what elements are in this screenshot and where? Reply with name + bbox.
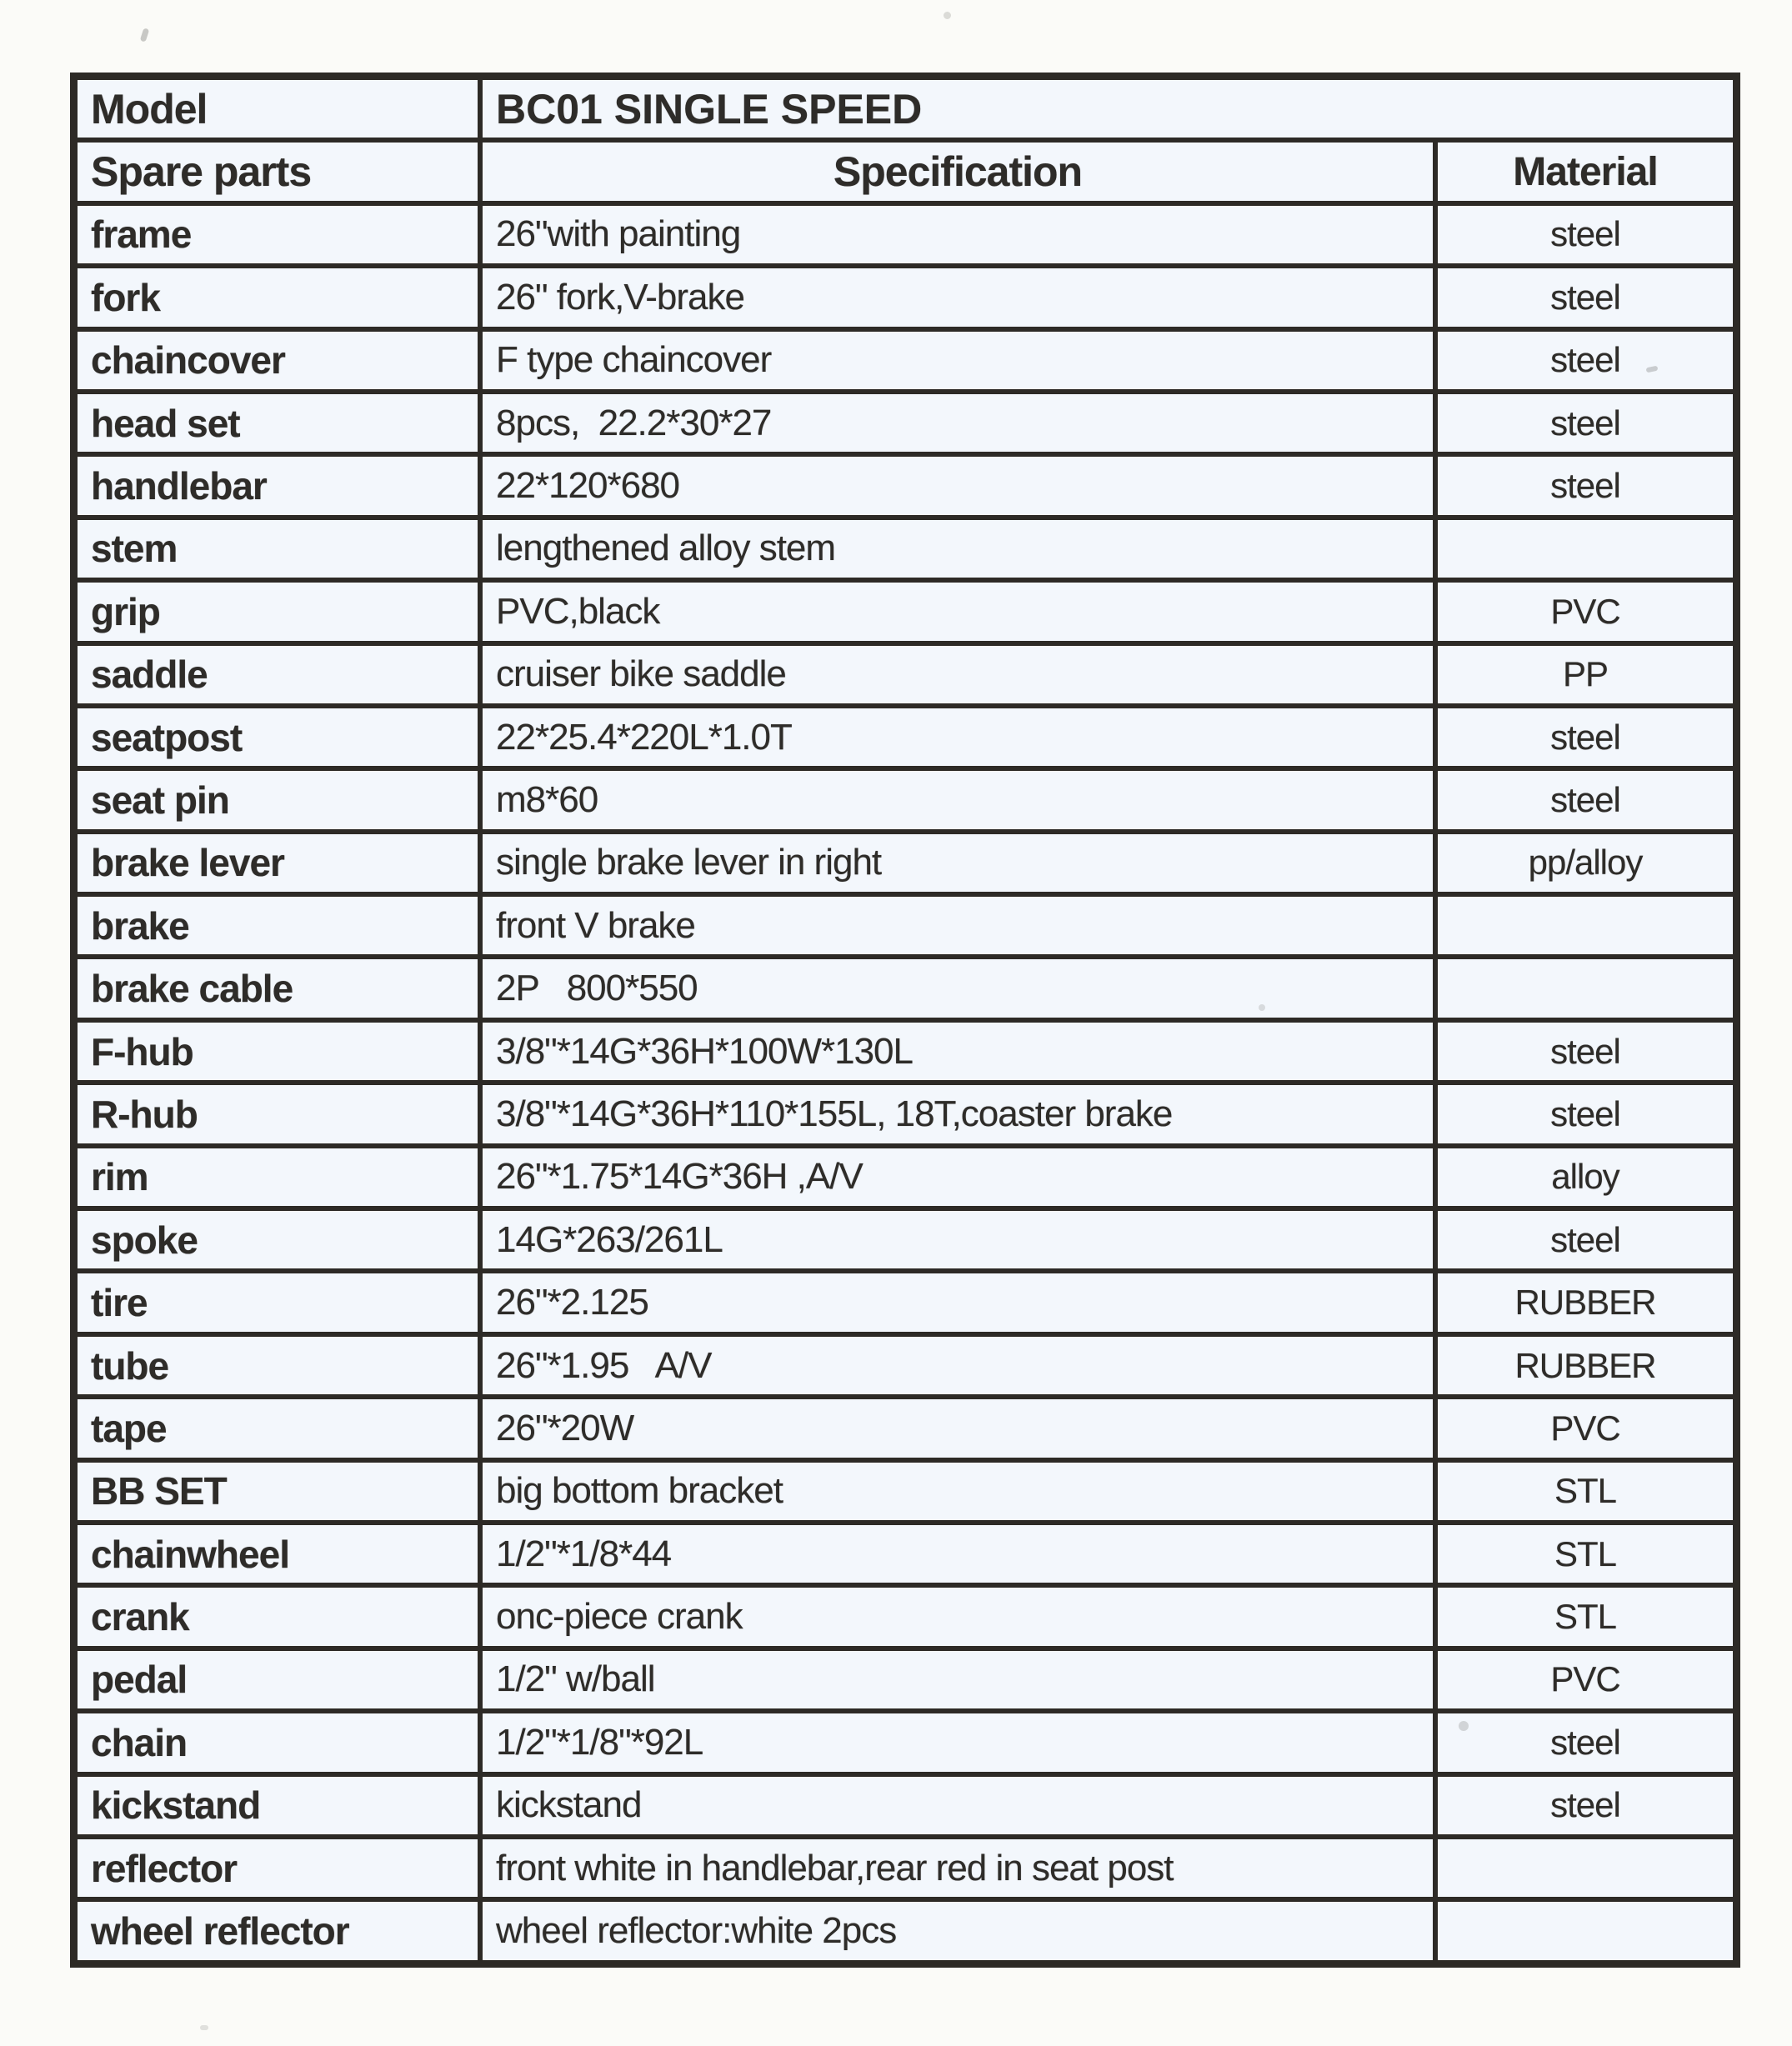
row-spec-cell: front V brake xyxy=(483,897,1433,954)
row-material-cell: steel xyxy=(1438,332,1733,389)
row-part-cell: grip xyxy=(78,583,478,640)
row-material-cell: STL xyxy=(1438,1463,1733,1520)
row-part-cell: R-hub xyxy=(78,1085,478,1143)
row-spec-cell: 26"with painting xyxy=(483,206,1433,263)
row-material-cell: steel xyxy=(1438,708,1733,766)
row-part-cell: chainwheel xyxy=(78,1525,478,1583)
row-spec-cell: 14G*263/261L xyxy=(483,1211,1433,1268)
row-spec-cell: 2P 800*550 xyxy=(483,959,1433,1017)
scan-artifact xyxy=(200,2025,208,2030)
row-part-cell: frame xyxy=(78,206,478,263)
row-spec-cell: wheel reflector:white 2pcs xyxy=(483,1902,1433,1959)
row-part-cell: chaincover xyxy=(78,332,478,389)
row-part-cell: spoke xyxy=(78,1211,478,1268)
row-material-cell: alloy xyxy=(1438,1148,1733,1206)
row-spec-cell: 26"*2.125 xyxy=(483,1273,1433,1331)
row-material-cell: pp/alloy xyxy=(1438,834,1733,892)
row-material-cell: steel xyxy=(1438,1085,1733,1143)
row-spec-cell: 3/8"*14G*36H*110*155L, 18T,coaster brake xyxy=(483,1085,1433,1143)
row-part-cell: brake lever xyxy=(78,834,478,892)
row-part-cell: reflector xyxy=(78,1839,478,1897)
row-material-cell: steel xyxy=(1438,1713,1733,1771)
row-part-cell: brake xyxy=(78,897,478,954)
row-material-cell: RUBBER xyxy=(1438,1337,1733,1394)
row-part-cell: pedal xyxy=(78,1651,478,1708)
row-part-cell: stem xyxy=(78,520,478,578)
row-material-cell xyxy=(1438,520,1733,578)
row-part-cell: rim xyxy=(78,1148,478,1206)
row-spec-cell: 26"*20W xyxy=(483,1399,1433,1457)
row-part-cell: handlebar xyxy=(78,457,478,514)
row-material-cell: PP xyxy=(1438,646,1733,703)
row-spec-cell: lengthened alloy stem xyxy=(483,520,1433,578)
column-header-material: Material xyxy=(1438,143,1733,200)
row-material-cell: PVC xyxy=(1438,583,1733,640)
row-material-cell: steel xyxy=(1438,1211,1733,1268)
model-value: BC01 SINGLE SPEED xyxy=(483,80,1733,138)
row-part-cell: saddle xyxy=(78,646,478,703)
row-spec-cell: kickstand xyxy=(483,1777,1433,1834)
row-part-cell: seatpost xyxy=(78,708,478,766)
row-material-cell: steel xyxy=(1438,394,1733,452)
row-spec-cell: 1/2" w/ball xyxy=(483,1651,1433,1708)
spec-table xyxy=(70,73,1740,1968)
row-material-cell: steel xyxy=(1438,1777,1733,1834)
column-header-specification: Specification xyxy=(483,143,1433,200)
row-spec-cell: 26"*1.75*14G*36H ,A/V xyxy=(483,1148,1433,1206)
row-spec-cell: single brake lever in right xyxy=(483,834,1433,892)
row-spec-cell: 3/8"*14G*36H*100W*130L xyxy=(483,1023,1433,1080)
row-part-cell: crank xyxy=(78,1588,478,1645)
row-material-cell: STL xyxy=(1438,1588,1733,1645)
row-spec-cell: cruiser bike saddle xyxy=(483,646,1433,703)
row-material-cell: steel xyxy=(1438,1023,1733,1080)
scan-artifact xyxy=(140,28,150,42)
row-spec-cell: F type chaincover xyxy=(483,332,1433,389)
row-spec-cell: 26"*1.95 A/V xyxy=(483,1337,1433,1394)
row-material-cell: PVC xyxy=(1438,1399,1733,1457)
row-material-cell xyxy=(1438,1902,1733,1959)
row-spec-cell: big bottom bracket xyxy=(483,1463,1433,1520)
row-material-cell: PVC xyxy=(1438,1651,1733,1708)
row-part-cell: wheel reflector xyxy=(78,1902,478,1959)
row-part-cell: kickstand xyxy=(78,1777,478,1834)
row-spec-cell: 22*25.4*220L*1.0T xyxy=(483,708,1433,766)
row-part-cell: tire xyxy=(78,1273,478,1331)
row-spec-cell: m8*60 xyxy=(483,771,1433,828)
row-spec-cell: PVC,black xyxy=(483,583,1433,640)
scan-artifact xyxy=(944,12,951,19)
row-material-cell: RUBBER xyxy=(1438,1273,1733,1331)
row-material-cell: steel xyxy=(1438,771,1733,828)
row-spec-cell: 8pcs, 22.2*30*27 xyxy=(483,394,1433,452)
row-material-cell xyxy=(1438,897,1733,954)
row-material-cell xyxy=(1438,1839,1733,1897)
row-spec-cell: onc-piece crank xyxy=(483,1588,1433,1645)
row-part-cell: fork xyxy=(78,268,478,326)
row-part-cell: chain xyxy=(78,1713,478,1771)
row-material-cell: steel xyxy=(1438,268,1733,326)
row-part-cell: brake cable xyxy=(78,959,478,1017)
row-part-cell: tube xyxy=(78,1337,478,1394)
row-part-cell: BB SET xyxy=(78,1463,478,1520)
row-material-cell: STL xyxy=(1438,1525,1733,1583)
row-spec-cell: 1/2"*1/8"*92L xyxy=(483,1713,1433,1771)
row-material-cell: steel xyxy=(1438,206,1733,263)
model-label: Model xyxy=(78,80,478,138)
row-spec-cell: 26" fork,V-brake xyxy=(483,268,1433,326)
row-spec-cell: front white in handlebar,rear red in seat post xyxy=(483,1839,1433,1897)
column-header-spare-parts: Spare parts xyxy=(78,143,478,200)
row-spec-cell: 1/2"*1/8*44 xyxy=(483,1525,1433,1583)
row-part-cell: tape xyxy=(78,1399,478,1457)
row-part-cell: head set xyxy=(78,394,478,452)
row-material-cell: steel xyxy=(1438,457,1733,514)
row-part-cell: seat pin xyxy=(78,771,478,828)
row-part-cell: F-hub xyxy=(78,1023,478,1080)
row-material-cell xyxy=(1438,959,1733,1017)
row-spec-cell: 22*120*680 xyxy=(483,457,1433,514)
